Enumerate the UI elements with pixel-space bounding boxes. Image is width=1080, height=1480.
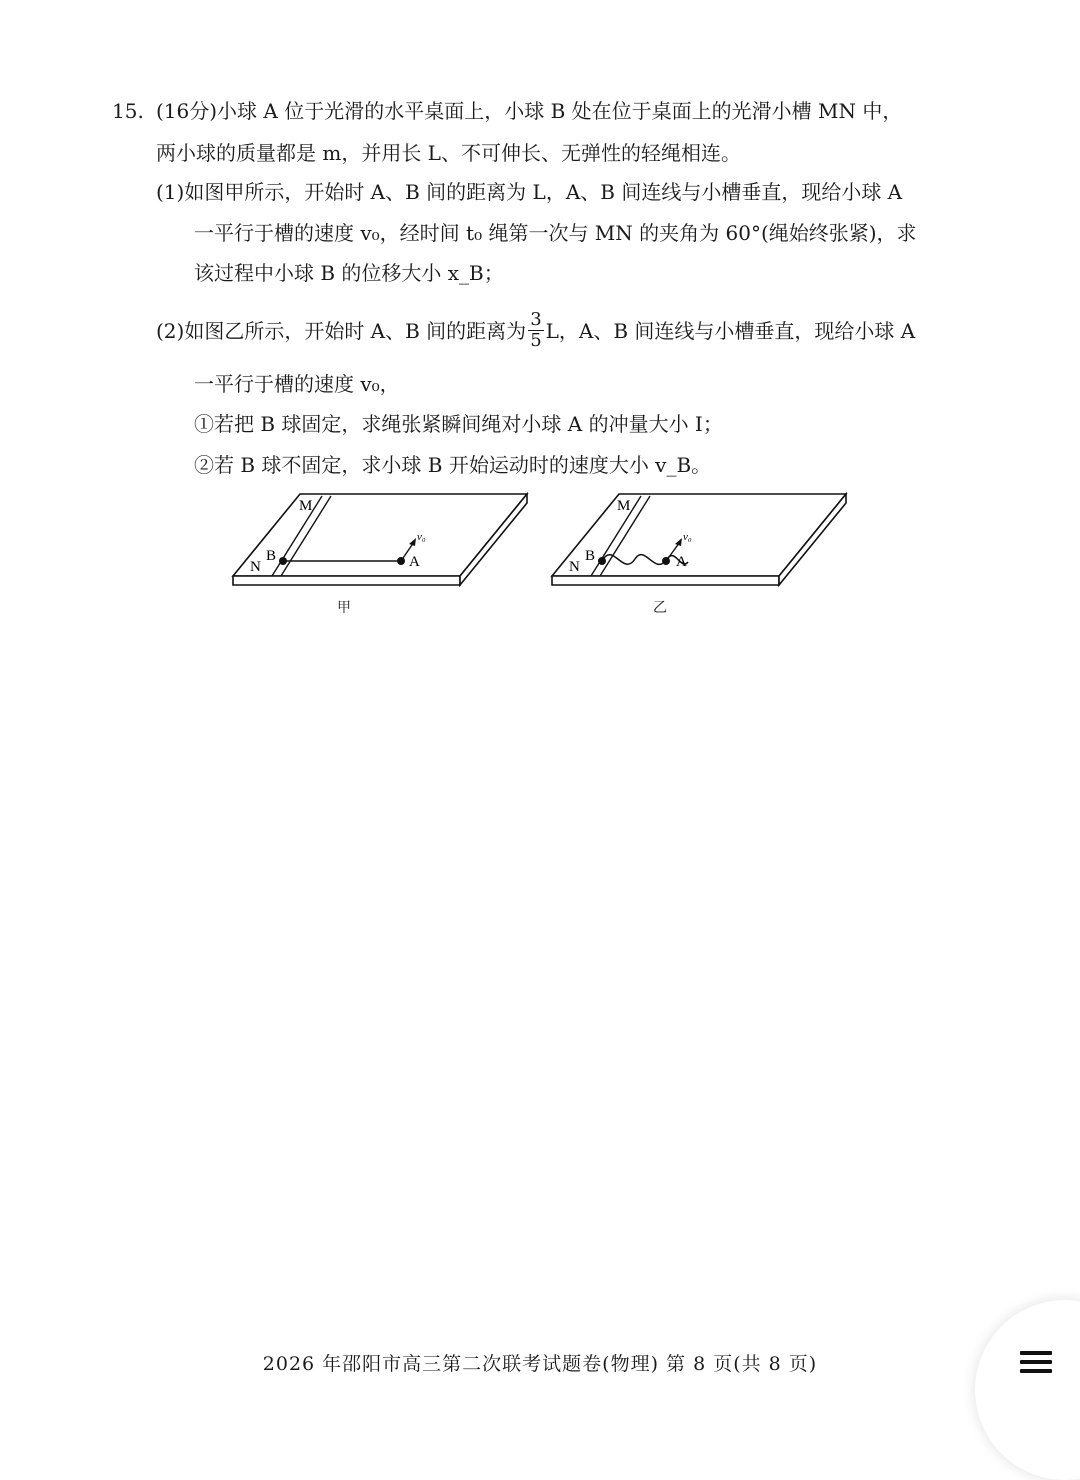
- question-intro-line-2: 两小球的质量都是 m，并用长 L、不可伸长、无弹性的轻绳相连。: [156, 141, 741, 165]
- part1-line-1: (1)如图甲所示，开始时 A、B 间的距离为 L，A、B 间连线与小槽垂直，现给小球 A: [156, 180, 903, 204]
- physics-figure: [225, 485, 865, 625]
- label-v0-left: v₀: [417, 531, 426, 543]
- part1-line-2: 一平行于槽的速度 v₀，经时间 t₀ 绳第一次与 MN 的夹角为 60°(绳始终张紧)，求: [194, 221, 917, 245]
- part2-line-1-pre: (2)如图乙所示，开始时 A、B 间的距离为: [156, 319, 527, 343]
- fraction-three-fifths: [528, 310, 543, 351]
- figure-left-table: [233, 494, 527, 585]
- part2-subquestion-2: ②若 B 球不固定，求小球 B 开始运动时的速度大小 v_B。: [194, 453, 712, 477]
- part2-line-2: 一平行于槽的速度 v₀，: [194, 372, 400, 396]
- menu-bar-bottom: [1020, 1369, 1052, 1373]
- part2-line-1: [156, 309, 916, 353]
- figure-caption-left: 甲: [337, 600, 351, 616]
- label-N-left: N: [250, 559, 261, 575]
- label-N-right: N: [569, 559, 580, 575]
- label-A-left: A: [409, 554, 420, 570]
- page-footer: 2026 年邵阳市高三第二次联考试题卷(物理) 第 8 页(共 8 页): [262, 1353, 818, 1375]
- part2-subquestion-1: ①若把 B 球固定，求绳张紧瞬间绳对小球 A 的冲量大小 I；: [194, 412, 723, 436]
- menu-bar-middle: [1020, 1360, 1052, 1364]
- menu-backdrop: [975, 1300, 1080, 1480]
- part2-line-1-post: L，A、B 间连线与小槽垂直，现给小球 A: [545, 319, 916, 343]
- label-A-right: A: [676, 554, 687, 570]
- figure-caption-right: 乙: [653, 600, 667, 616]
- fraction-numerator: 3: [530, 309, 542, 330]
- question-number: 15.: [112, 99, 144, 123]
- label-B-right: B: [585, 548, 596, 564]
- part1-line-3: 该过程中小球 B 的位移大小 x_B；: [194, 261, 504, 285]
- question-intro-line-1: (16分)小球 A 位于光滑的水平桌面上，小球 B 处在位于桌面上的光滑小槽 MN 中，: [156, 99, 903, 123]
- label-v0-right: v₀: [683, 531, 692, 543]
- menu-bar-top: [1020, 1351, 1052, 1355]
- label-M-right: M: [617, 498, 631, 514]
- fraction-denominator: 5: [530, 330, 542, 351]
- figure-right-table: [552, 494, 846, 585]
- label-B-left: B: [266, 548, 277, 564]
- hamburger-menu-icon[interactable]: [1016, 1346, 1060, 1386]
- label-M-left: M: [299, 498, 313, 514]
